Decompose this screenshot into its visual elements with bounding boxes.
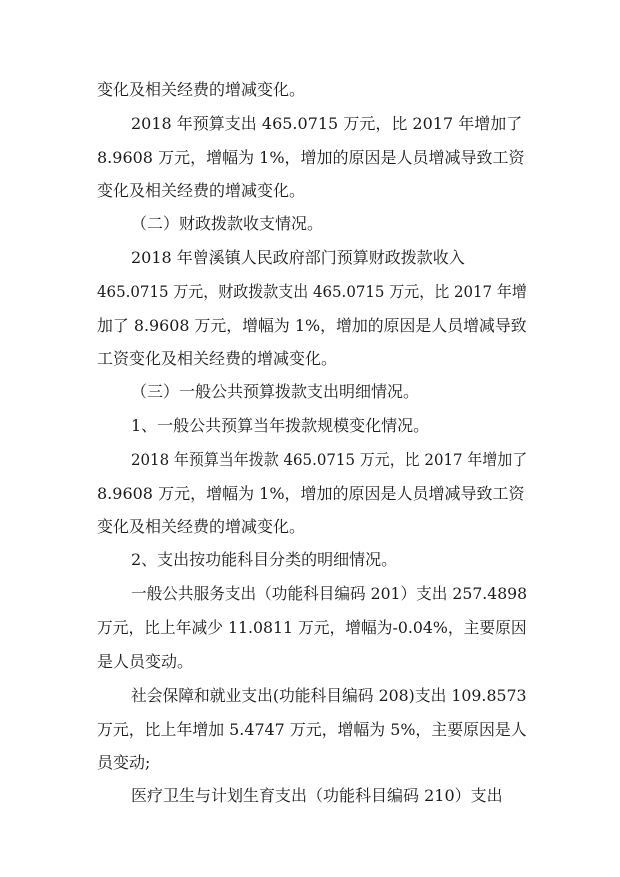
text-line: 8.9608 万元，增幅为 1%，增加的原因是人员增减导致工资: [97, 484, 525, 503]
text-line: 员变动;: [97, 753, 151, 772]
text-line: 一般公共服务支出（功能科目编码 201）支出 257.4898: [131, 584, 528, 603]
subsection-heading: 1、一般公共预算当年拨款规模变化情况。: [131, 416, 430, 435]
text-line: 医疗卫生与计划生育支出（功能科目编码 210）支出: [131, 786, 503, 805]
subsection-heading: 2、支出按功能科目分类的明细情况。: [131, 550, 398, 569]
text-line: 变化及相关经费的增减变化。: [97, 80, 306, 99]
text-line: 是人员变动。: [97, 652, 194, 671]
section-heading: （二）财政拨款收支情况。: [131, 214, 324, 233]
text-line: 万元，比上年减少 11.0811 万元，增幅为-0.04%，主要原因: [97, 618, 527, 637]
section-heading: （三）一般公共预算拨款支出明细情况。: [131, 382, 420, 401]
text-line: 465.0715 万元，财政拨款支出 465.0715 万元，比 2017 年增: [97, 282, 527, 301]
text-line: 加了 8.9608 万元，增幅为 1%，增加的原因是人员增减导致: [97, 316, 527, 335]
text-line: 2018 年曾溪镇人民政府部门预算财政拨款收入: [131, 248, 465, 267]
text-line: 8.9608 万元，增幅为 1%，增加的原因是人员增减导致工资: [97, 148, 525, 167]
text-line: 社会保障和就业支出(功能科目编码 208)支出 109.8573: [131, 686, 527, 705]
text-line: 2018 年预算支出 465.0715 万元，比 2017 年增加了: [131, 114, 523, 133]
text-line: 变化及相关经费的增减变化。: [97, 517, 306, 536]
text-line: 变化及相关经费的增减变化。: [97, 181, 306, 200]
text-line: 工资变化及相关经费的增减变化。: [97, 349, 338, 368]
text-line: 万元，比上年增加 5.4747 万元，增幅为 5%，主要原因是人: [97, 720, 527, 739]
text-line: 2018 年预算当年拨款 465.0715 万元，比 2017 年增加了: [131, 450, 528, 469]
